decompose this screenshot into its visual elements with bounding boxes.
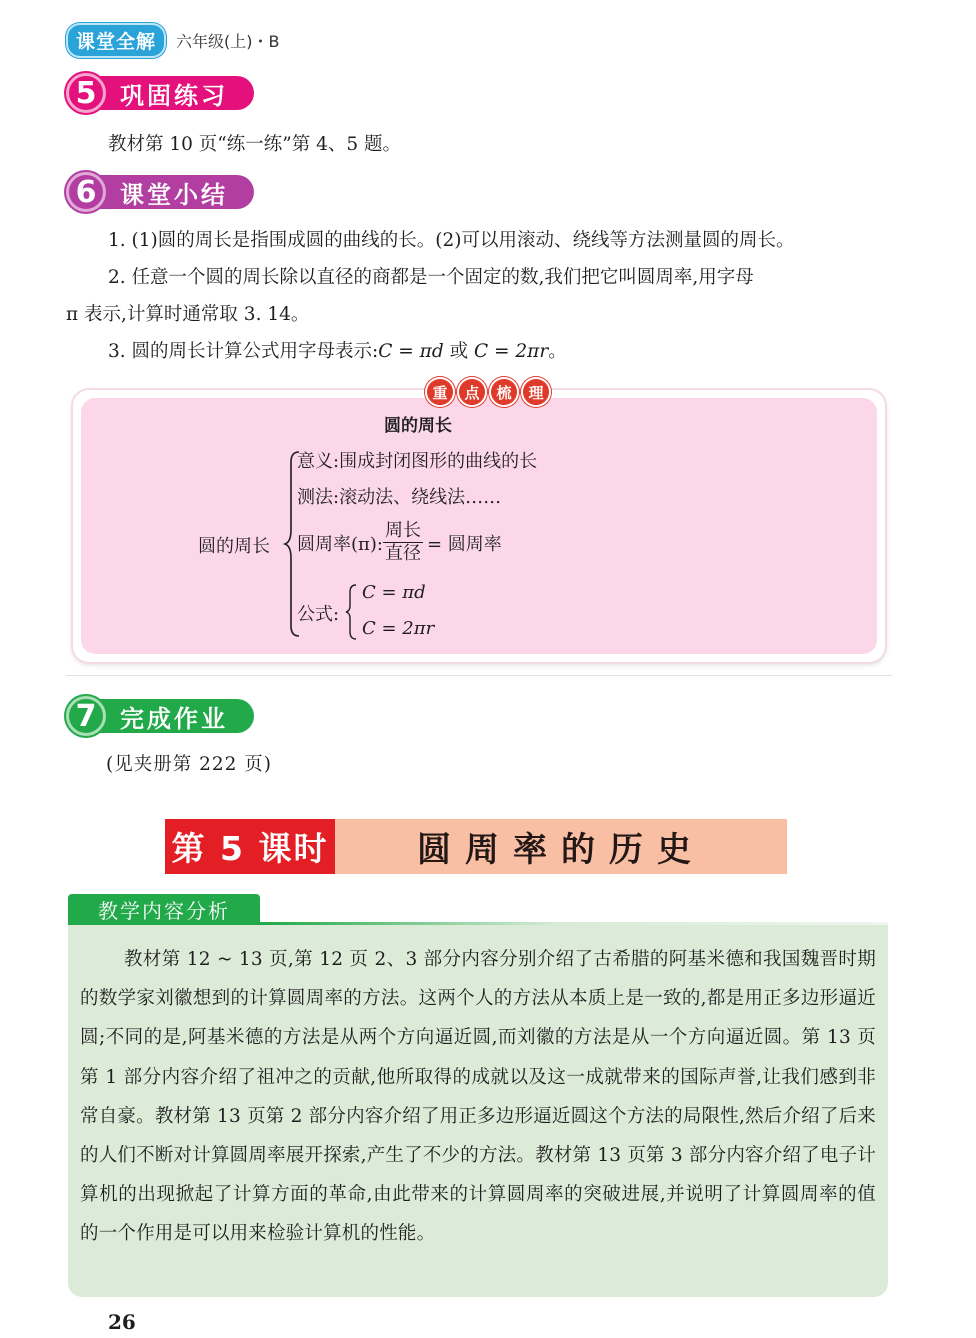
page-number: 26 <box>108 1310 136 1334</box>
section-5-heading <box>66 72 254 114</box>
brand-logo: 课堂全解 <box>66 23 166 58</box>
formula-c-2pi-r: C = 2πr <box>473 341 549 362</box>
fraction-numerator: 周长 <box>384 520 421 541</box>
summary-line-1: 1. (1)圆的周长是指围成圆的曲线的长。(2)可以用滚动、绕线等方法测量圆的周长。 <box>108 230 795 251</box>
page-header <box>66 26 279 54</box>
tree-pi <box>297 520 502 565</box>
section-title: 课堂小结 <box>92 175 254 209</box>
lesson-label: 第 5 课时 <box>165 819 335 874</box>
section-title: 巩固练习 <box>92 76 254 110</box>
formula-2: C = 2πr <box>362 618 435 639</box>
keypoints-badge <box>425 377 551 407</box>
formula-or: 或 <box>449 341 469 362</box>
summary-line-2: 2. 任意一个圆的周长除以直径的商都是一个固定的数,我们把它叫圆周率,用字母 <box>108 267 754 288</box>
section-number: 5 <box>66 73 106 113</box>
formula-intro: 3. 圆的周长计算公式用字母表示: <box>108 341 379 362</box>
formula-1: C = πd <box>362 582 426 603</box>
badge-char: 重 <box>425 377 455 407</box>
small-brace <box>344 583 358 641</box>
divider <box>66 675 892 676</box>
tree-meaning: 意义:围成封闭图形的曲线的长 <box>297 451 538 472</box>
section-6-heading <box>66 171 254 213</box>
badge-char: 梳 <box>489 377 519 407</box>
grade-label: 六年级(上)・B <box>176 31 280 51</box>
keypoints-title: 圆的周长 <box>384 416 452 436</box>
pi-label: 圆周率(π): <box>297 533 383 555</box>
pi-result: = 圆周率 <box>426 533 502 555</box>
tree-root: 圆的周长 <box>198 536 270 557</box>
summary-line-2-cont: π 表示,计算时通常取 3. 14。 <box>66 304 310 325</box>
homework-reference: (见夹册第 222 页) <box>106 754 273 775</box>
formula-label: 公式: <box>297 604 340 625</box>
lesson-title: 圆周率的历史 <box>335 819 787 874</box>
section-7-heading <box>66 695 254 737</box>
section-title: 完成作业 <box>92 699 254 733</box>
summary-line-3 <box>108 333 567 370</box>
badge-char: 点 <box>457 377 487 407</box>
analysis-text: 教材第 12 ~ 13 页,第 12 页 2、3 部分内容分别介绍了古希腊的阿基米德和我国魏晋时期的数学家刘徽想到的计算圆周率的方法。这两个人的方法从本质上是一致的,都是用正多边形逼近圆;不同的是,阿基米德的方法是从两个方向逼近圆,而刘徽的方法是从一个方向逼近圆。第 13 页第 1 部分内容介绍了祖冲之的贡献,他所取得的成就以及这一成就带来的国际声誉,让我们感到非常自豪。教材第 13 页第 2 部分内容介绍了用正多边形逼近圆这个方法的局限性,然后介绍了后来的人们不断对计算圆周率展开探索,产生了不少的方法。教材第 13 页第 3 部分内容介绍了电子计算机的出现掀起了计算方面的革命,由此带来的计算圆周率的突破进展,并说明了计算圆周率的值的一个作用是可以用来检验计算机的性能。 <box>80 949 876 1245</box>
formula-c-pi-d: C = πd <box>378 341 444 362</box>
tree-measure: 测法:滚动法、绕线法…… <box>297 487 502 508</box>
badge-char: 理 <box>521 377 551 407</box>
section-number: 7 <box>66 696 106 736</box>
section-number: 6 <box>66 172 106 212</box>
formula-end: 。 <box>548 341 567 362</box>
pi-fraction <box>383 520 423 565</box>
fraction-denominator: 直径 <box>384 543 421 564</box>
section-5-text: 教材第 10 页“练一练”第 4、5 题。 <box>108 134 402 155</box>
analysis-tab: 教学内容分析 <box>68 894 260 924</box>
